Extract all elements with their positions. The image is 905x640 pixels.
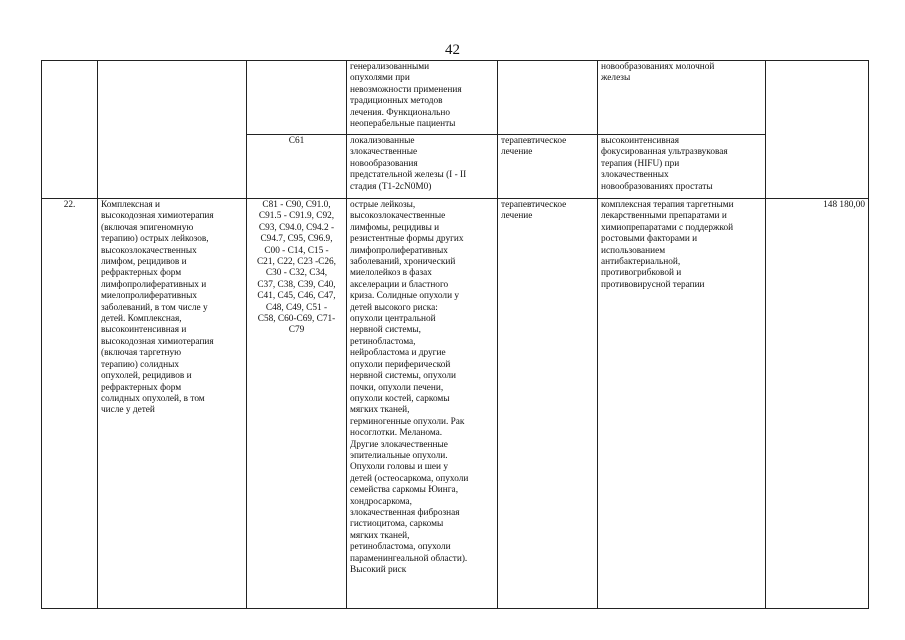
care-name-cell: Комплексная и высокодозная химиотерапия (включая эпигеномную терапию) острых лейкозов, высокозлокачественных лимфом, рецидивов и рефрактерных форм лимфопролиферативных и миелопролиферативных заболеваний, в том числе у детей. Комплексная, высокоинтенсивная и высокодозная химиотерапия (включая таргетную терапию) солидных опухолей, рецидивов и рефрактерных форм солидных опухолей, в том числе у детей — [98, 199, 247, 609]
price-cell: 148 180,00 — [766, 199, 869, 609]
icd-codes-cell: C81 - C90, C91.0, C91.5 - C91.9, C92, C93, C94.0, C94.2 - C94.7, C95, C96.9, C00 - C14, C15 - C21, C22, C23 -C26, C30 - C32, C34, C37, C38, C39, C40, C41, C45, C46, C47, C48, C49, C51 - C58, C60-C69, C71- C79 — [247, 199, 347, 609]
treatment-method-cell: новообразованиях молочной железы — [598, 61, 766, 135]
row-number-cell: 22. — [42, 199, 98, 609]
services-table — [41, 60, 869, 609]
table-row — [42, 61, 869, 135]
page-number: 42 — [445, 42, 460, 58]
icd-codes-cell — [247, 61, 347, 135]
treatment-type-cell: терапевтическое лечение — [498, 199, 598, 609]
treatment-type-cell — [498, 61, 598, 135]
treatment-method-cell: комплексная терапия таргетными лекарственными препаратами и химиопрепаратами с поддержкой ростовыми факторами и использованием антибактериальной, противогрибковой и противовирусной терапии — [598, 199, 766, 609]
table-row — [42, 199, 869, 609]
price-cell — [766, 61, 869, 199]
icd-codes-cell: C61 — [247, 135, 347, 199]
treatment-method-cell: высокоинтенсивная фокусированная ультразвуковая терапия (HIFU) при злокачественных новообразованиях простаты — [598, 135, 766, 199]
patient-model-cell: локализованные злокачественные новообразования предстательной железы (I - II стадия (T1-2cN0M0) — [347, 135, 498, 199]
patient-model-cell: острые лейкозы, высокозлокачественные лимфомы, рецидивы и резистентные формы других лимфопролиферативных заболеваний, хронический миелолейкоз в фазах акселерации и бластного криза. Солидные опухоли у детей высокого риска: опухоли центральной нервной системы, ретинобластома, нейробластома и другие опухоли периферической нервной системы, опухоли почки, опухоли печени, опухоли костей, саркомы мягких тканей, герминогенные опухоли. Рак носоглотки. Меланома. Другие злокачественные эпителиальные опухоли. Опухоли головы и шеи у детей (остеосаркома, опухоли семейства саркомы Юинга, хондросаркома, злокачественная фиброзная гистиоцитома, саркомы мягких тканей, ретинобластома, опухоли параменингеальной области). Высокий риск — [347, 199, 498, 609]
patient-model-cell: генерализованными опухолями при невозможности применения традиционных методов лечения. Функционально неоперабельные пациенты — [347, 61, 498, 135]
treatment-type-cell: терапевтическое лечение — [498, 135, 598, 199]
care-name-cell — [98, 61, 247, 199]
row-number-cell — [42, 61, 98, 199]
